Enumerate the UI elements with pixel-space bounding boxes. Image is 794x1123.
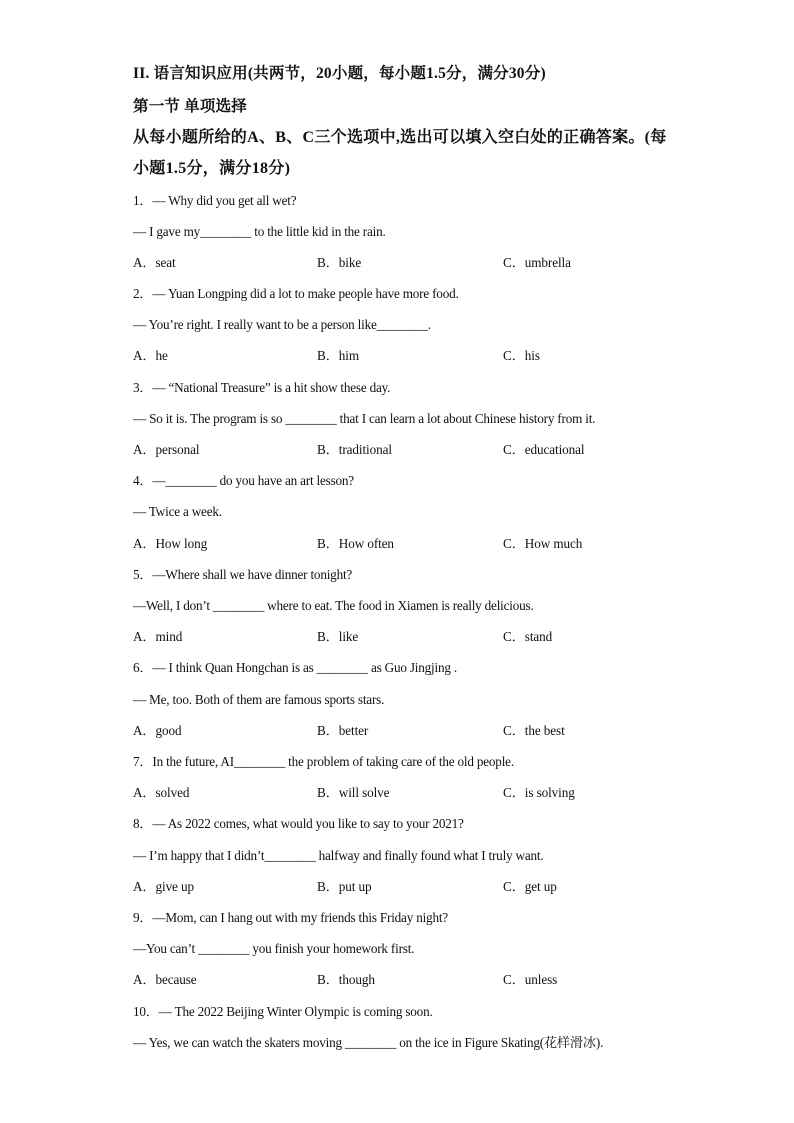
question-line: — Yes, we can watch the skaters moving ________ on the ice in Figure Skating(花样滑冰). [133, 1035, 604, 1050]
option-c: C．stand [503, 629, 553, 644]
option-a: A．give up [133, 879, 195, 894]
option-b: B．will solve [317, 785, 390, 800]
option-c: C．umbrella [503, 255, 571, 270]
question-line: 10．— The 2022 Beijing Winter Olympic is coming soon. [133, 1004, 433, 1019]
question-line: — Me, too. Both of them are famous sports stars. [133, 692, 385, 707]
question-line: 1．— Why did you get all wet? [133, 193, 297, 208]
option-b: B．him [317, 348, 359, 363]
question-line: 2．— Yuan Longping did a lot to make people have more food. [133, 286, 459, 301]
option-a: A．he [133, 348, 168, 363]
question-line: — So it is. The program is so ________ that I can learn a lot about Chinese history from it. [133, 411, 596, 426]
option-c: C．educational [503, 442, 585, 457]
question-line: 7．In the future, AI________ the problem of taking care of the old people. [133, 754, 514, 769]
option-a: A．seat [133, 255, 176, 270]
option-b: B．though [317, 972, 375, 987]
question-line: 9．—Mom, can I hang out with my friends this Friday night? [133, 910, 448, 925]
option-c: C．unless [503, 972, 558, 987]
option-a: A．mind [133, 629, 183, 644]
question-line: — Twice a week. [133, 504, 222, 519]
option-c: C．How much [503, 536, 583, 551]
option-b: B．bike [317, 255, 362, 270]
option-a: A．solved [133, 785, 190, 800]
subsection-title: 第一节 单项选择 [133, 98, 247, 115]
question-line: 4．—________ do you have an art lesson? [133, 473, 354, 488]
question-line: —You can’t ________ you finish your homework first. [133, 941, 415, 956]
question-line: 3．— “National Treasure” is a hit show these day. [133, 380, 391, 395]
option-a: A．because [133, 972, 197, 987]
option-c: C．his [503, 348, 540, 363]
option-b: B．put up [317, 879, 372, 894]
option-a: A．personal [133, 442, 200, 457]
option-c: C．is solving [503, 785, 575, 800]
question-line: — I’m happy that I didn’t________ halfway and finally found what I truly want. [133, 848, 544, 863]
option-c: C．get up [503, 879, 557, 894]
instructions: 从每小题所给的A、B、C三个选项中,选出可以填入空白处的正确答案。(每小题1.5分，满分18分) [133, 129, 667, 177]
question-line: — I gave my________ to the little kid in the rain. [133, 224, 386, 239]
option-c: C．the best [503, 723, 565, 738]
question-line: — You’re right. I really want to be a person like________. [133, 317, 431, 332]
option-a: A．How long [133, 536, 208, 551]
option-b: B．better [317, 723, 369, 738]
question-line: 5．—Where shall we have dinner tonight? [133, 567, 353, 582]
question-line: —Well, I don’t ________ where to eat. The food in Xiamen is really delicious. [133, 598, 534, 613]
question-line: 6．— I think Quan Hongchan is as ________ as Guo Jingjing . [133, 660, 457, 675]
option-b: B．like [317, 629, 359, 644]
question-line: 8．— As 2022 comes, what would you like to say to your 2021? [133, 816, 464, 831]
option-a: A．good [133, 723, 182, 738]
option-b: B．traditional [317, 442, 392, 457]
section-title: II. 语言知识应用(共两节，20小题，每小题1.5分，满分30分) [133, 65, 546, 82]
option-b: B．How often [317, 536, 394, 551]
